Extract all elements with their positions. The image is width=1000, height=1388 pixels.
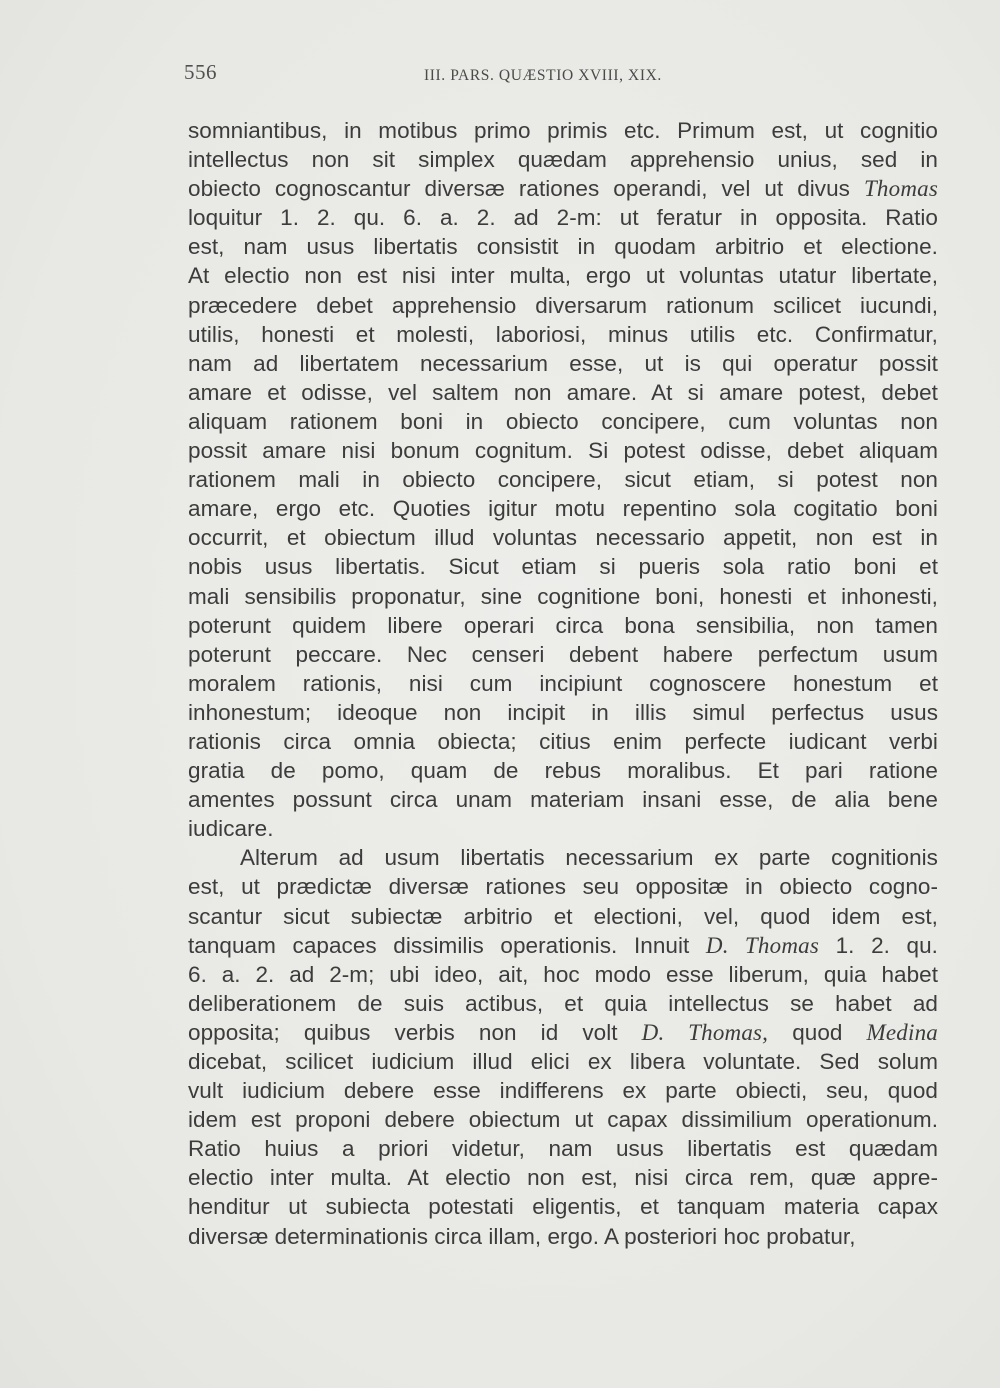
text-line: henditur ut subiecta potestati eligentis, et tanquam materia capax <box>188 1194 938 1220</box>
text-line: deliberationem de suis actibus, et quia intellectus se habet ad <box>188 990 938 1016</box>
text-line: 6. a. 2. ad 2-m; ubi ideo, ait, hoc modo esse liberum, quia habet <box>188 961 938 987</box>
text-line: rationis circa omnia obiecta; citius enim perfecte iudicant verbi <box>188 728 938 754</box>
paragraph-1 <box>188 116 938 843</box>
text-line: loquitur 1. 2. qu. 6. a. 2. ad 2-m: ut feratur in opposita. Ratio <box>188 205 938 231</box>
text-line: somniantibus, in motibus primo primis etc. Primum est, ut cognitio <box>188 118 938 143</box>
text-line: occurrit, et obiectum illud voluntas necessario appetit, non est in <box>188 525 938 551</box>
body-text <box>188 116 938 1251</box>
text-line: gratia de pomo, quam de rebus moralibus. Et pari ratione <box>188 758 938 784</box>
text-line: vult iudicium debere esse indifferens ex parte obiecti, seu, quod <box>188 1078 938 1104</box>
text-line: electio inter multa. At electio non est, nisi circa rem, quæ appre- <box>188 1165 938 1191</box>
text-line: Alterum ad usum libertatis necessarium ex parte cognitionis <box>240 845 938 871</box>
text-line: est, nam usus libertatis consistit in quodam arbitrio et electione. <box>188 234 938 260</box>
text-line: poterunt peccare. Nec censeri debent habere perfectum usum <box>188 641 938 667</box>
text-line: amare, ergo etc. Quoties igitur motu repentino sola cogitatio boni <box>188 496 938 522</box>
text-line: scantur sicut subiectæ arbitrio et electioni, vel, quod idem est, <box>188 903 938 929</box>
text-line: aliquam rationem boni in obiecto concipere, cum voluntas non <box>188 408 938 434</box>
text-line: rationem mali in obiecto concipere, sicut etiam, si potest non <box>188 467 938 493</box>
text-line: est, ut prædictæ diversæ rationes seu oppositæ in obiecto cogno- <box>188 874 938 900</box>
paragraph-2 <box>188 843 938 1250</box>
page-header <box>184 58 938 90</box>
text-line: nobis usus libertatis. Sicut etiam si pueris sola ratio boni et <box>188 554 938 580</box>
text-line: Ratio huius a priori videtur, nam usus libertatis est quædam <box>188 1136 938 1162</box>
italic-name: Medina <box>866 1019 938 1045</box>
text-line: opposita; quibus verbis non id volt D. Thomas, quod Medina <box>188 1019 938 1045</box>
text-line: moralem rationis, nisi cum incipiunt cognoscere honestum et <box>188 670 938 696</box>
text-line: præcedere debet apprehensio diversarum rationum scilicet iucundi, <box>188 292 938 318</box>
text-line: utilis, honesti et molesti, laboriosi, minus utilis etc. Confirmatur, <box>188 321 938 347</box>
italic-name: D. Thomas, <box>641 1019 769 1045</box>
text-line: inhonestum; ideoque non incipit in illis simul perfectus usus <box>188 699 938 725</box>
text-line: nam ad libertatem necessarium esse, ut is qui operatur possit <box>188 350 938 376</box>
text-line: dicebat, scilicet iudicium illud elici ex libera voluntate. Sed solum <box>188 1049 938 1074</box>
text-line: obiecto cognoscantur diversæ rationes operandi, vel ut divus Thomas <box>188 176 938 202</box>
page-number: 556 <box>184 60 217 84</box>
text-line: tanquam capaces dissimilis operationis. Innuit D. Thomas 1. 2. qu. <box>188 932 938 958</box>
italic-name: Thomas <box>863 176 938 202</box>
text-line: amentes possunt circa unam materiam insani esse, de alia bene <box>188 787 938 813</box>
text-line: iudicare. <box>188 816 274 842</box>
text-line: possit amare nisi bonum cognitum. Si potest odisse, debet aliquam <box>188 438 938 464</box>
text-line: mali sensibilis proponatur, sine cognitione boni, honesti et inhonesti, <box>188 583 938 609</box>
running-head: III. PARS. QUÆSTIO XVIII, XIX. <box>424 67 662 84</box>
italic-name: D. Thomas <box>705 932 819 958</box>
text-line: idem est proponi debere obiectum ut capax dissimilium operationum. <box>188 1107 938 1133</box>
text-line: intellectus non sit simplex quædam apprehensio unius, sed in <box>188 147 938 173</box>
text-line: At electio non est nisi inter multa, ergo ut voluntas utatur libertate, <box>188 263 938 289</box>
text-line: poterunt quidem libere operari circa bona sensibilia, non tamen <box>188 612 938 638</box>
text-line: diversæ determinationis circa illam, ergo. A posteriori hoc probatur, <box>188 1223 856 1249</box>
text-line: amare et odisse, vel saltem non amare. At si amare potest, debet <box>188 379 938 405</box>
